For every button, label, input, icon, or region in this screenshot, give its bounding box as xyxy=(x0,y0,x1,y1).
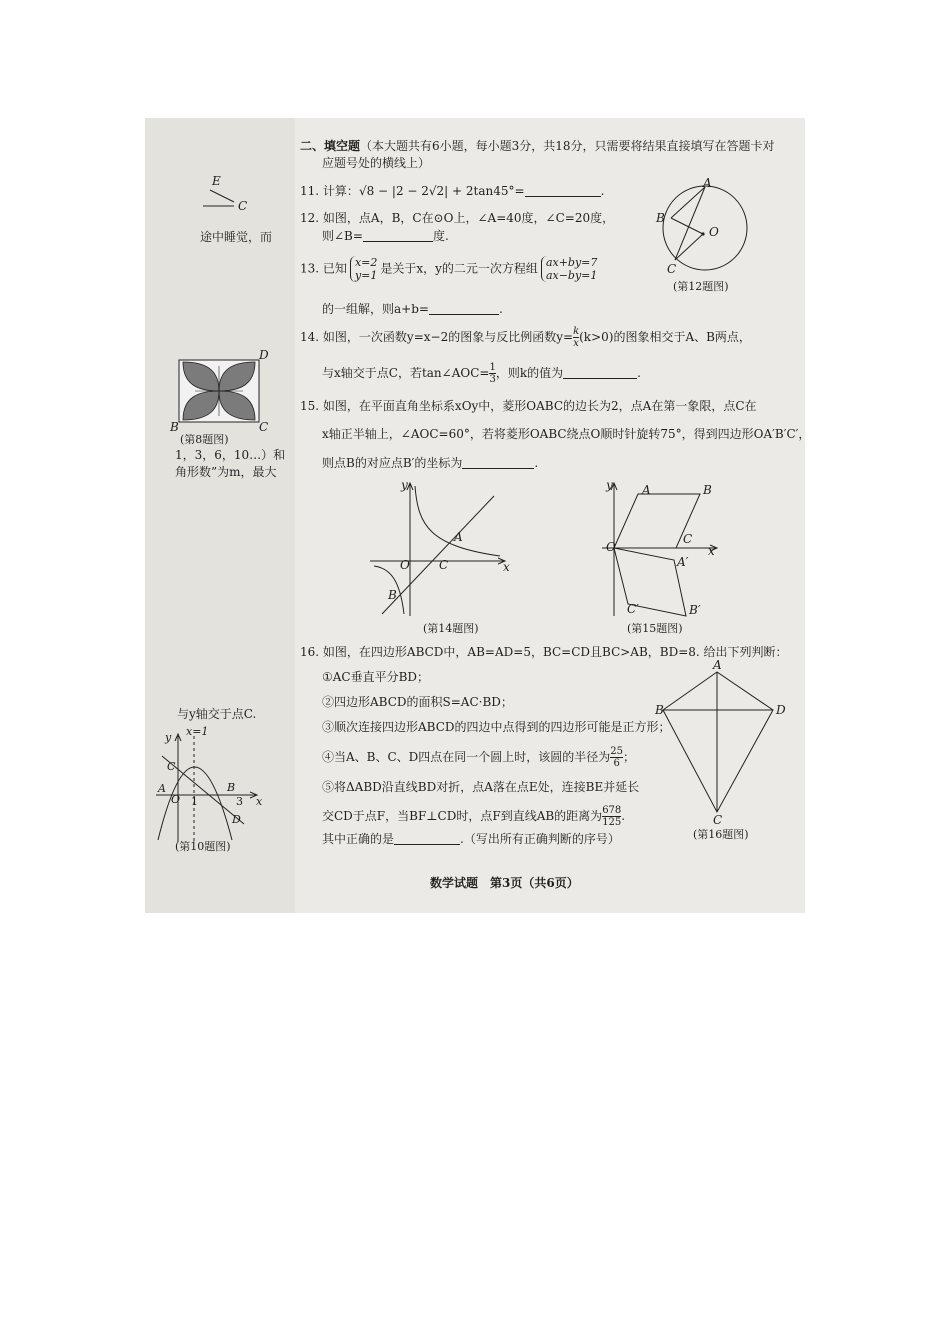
question-15-line3: 则点B的对应点B′的坐标为 . xyxy=(322,456,539,470)
fig14-b-label: B xyxy=(388,588,397,602)
fig16-c-label: C xyxy=(713,813,723,827)
fig10-one-label: 1 xyxy=(191,795,198,808)
fig10-a-label: A xyxy=(158,782,166,795)
question-12-line1: 12. 如图，点A，B，C在⊙O上，∠A=40度，∠C=20度， xyxy=(300,211,615,225)
fig8-b-label: B xyxy=(170,420,179,434)
fig8-d-label: D xyxy=(259,348,269,362)
fig14-caption: (第14题图) xyxy=(423,622,479,635)
figure-8 xyxy=(175,356,265,428)
fig10-x1-label: x=1 xyxy=(186,725,209,738)
figure-14 xyxy=(362,476,512,622)
fig8-caption: (第8题图) xyxy=(180,433,229,446)
fig15-y-label: y xyxy=(606,478,613,492)
question-14-line1: 14. 如图，一次函数y=x−2的图象与反比例函数y= $\frac{k}{x}$ (k>0)的图象相交于A、B两点， xyxy=(300,326,751,349)
q16-statement-1: ①AC垂直平分BD； xyxy=(322,670,430,684)
section-heading-line2: 应题号处的横线上） xyxy=(322,156,431,170)
fig10-caption: (第10题图) xyxy=(175,840,231,853)
question-12-line2: 则∠B= 度. xyxy=(322,229,449,243)
question-13-line1: 13. 已知 x=2 y=1 是关于x，y的二元一次方程组 ax+by=7 ax−by=1 xyxy=(300,256,598,282)
fig15-b-label: B xyxy=(703,483,712,497)
fig15-x-label: x xyxy=(708,544,715,558)
fig10-c-label: C xyxy=(167,760,176,773)
frag-yaxis-text: 与y轴交于点C. xyxy=(177,707,257,721)
fig15-b1-label: B′ xyxy=(689,603,701,617)
figure-16 xyxy=(655,660,790,820)
frag-angle-lines xyxy=(200,186,240,210)
q16-statement-4: ④当A、B、C、D四点在同一个圆上时，该圆的半径为 $\frac{25}{6}$ ； xyxy=(322,746,636,769)
fig10-y-label: y xyxy=(165,731,172,744)
frag-e-label: E xyxy=(212,174,221,188)
q16-answer-line: 其中正确的是 .（写出所有正确判断的序号） xyxy=(322,832,620,846)
fig15-caption: (第15题图) xyxy=(627,622,683,635)
frag-seq-text: 1，3，6，10…）和 xyxy=(175,448,286,462)
fig12-b-label: B xyxy=(656,211,665,225)
fig16-d-label: D xyxy=(776,703,786,717)
fig12-caption: (第12题图) xyxy=(673,280,729,293)
frag-sleep-text: 途中睡觉，而 xyxy=(200,230,273,244)
frag-tri-text: 角形数”为m，最大 xyxy=(175,465,277,479)
question-15-line2: x轴正半轴上，∠AOC=60°，若将菱形OABC绕点O顺时针旋转75°，得到四边形OA′B′C′， xyxy=(322,427,811,441)
fig14-a-label: A xyxy=(454,530,463,544)
fig14-x-label: x xyxy=(503,560,510,574)
q16-statement-2: ②四边形ABCD的面积S=AC·BD； xyxy=(322,695,513,709)
fig12-c-label: C xyxy=(667,262,677,276)
fig14-c-label: C xyxy=(439,558,449,572)
fig15-c1-label: C′ xyxy=(627,602,639,616)
fig14-y-label: y xyxy=(401,478,408,492)
fig10-b-label: B xyxy=(227,781,236,794)
q16-statement-3: ③顺次连接四边形ABCD的四边中点得到的四边形可能是正方形； xyxy=(322,720,671,734)
q16-statement-5-line1: ⑤将ΔABD沿直线BD对折，点A落在点E处，连接BE并延长 xyxy=(322,780,640,794)
fig15-a-label: A xyxy=(642,483,651,497)
fig10-three-label: 3 xyxy=(236,795,243,808)
fig10-d-label: D xyxy=(232,813,241,826)
question-16-line1: 16. 如图，在四边形ABCD中，AB=AD=5，BC=CD且BC>AB，BD=8. 给出下列判断： xyxy=(300,645,788,659)
fig15-o-label: O xyxy=(606,540,616,554)
fig14-o-label: O xyxy=(400,558,410,572)
fig10-x-label: x xyxy=(256,795,263,808)
question-14-line2: 与x轴交于点C，若tan∠AOC= $\frac{1}{3}$ ，则k的值为 . xyxy=(322,362,641,385)
fig15-c-label: C xyxy=(683,532,693,546)
fig12-a-label: A xyxy=(703,176,712,190)
fig16-b-label: B xyxy=(655,703,664,717)
fig15-a1-label: A′ xyxy=(677,555,689,569)
fig16-caption: (第16题图) xyxy=(693,828,749,841)
question-13-line2: 的一组解，则a+b= . xyxy=(322,302,503,316)
question-15-line1: 15. 如图，在平面直角坐标系xOy中，菱形OABC的边长为2，点A在第一象限，点C在 xyxy=(300,399,757,413)
page-footer: 数学试题 第3页（共6页） xyxy=(430,876,579,890)
section-heading-line1: 二、填空题（本大题共有6小题，每小题3分，共18分，只需要将结果直接填写在答题卡对 xyxy=(300,139,775,153)
fig12-o-label: O xyxy=(709,225,719,239)
question-11: 11. 计算：√8 − |2 − 2√2| + 2tan45°= . xyxy=(300,184,605,198)
fig10-o-label: O xyxy=(171,793,181,806)
fig8-c-label: C xyxy=(259,420,269,434)
q16-statement-5-line2: 交CD于点F，当BF⊥CD时，点F到直线AB的距离为 $\frac{678}{125}$ . xyxy=(322,805,626,828)
fig16-a-label: A xyxy=(713,658,722,672)
frag-c-label: C xyxy=(238,199,248,213)
